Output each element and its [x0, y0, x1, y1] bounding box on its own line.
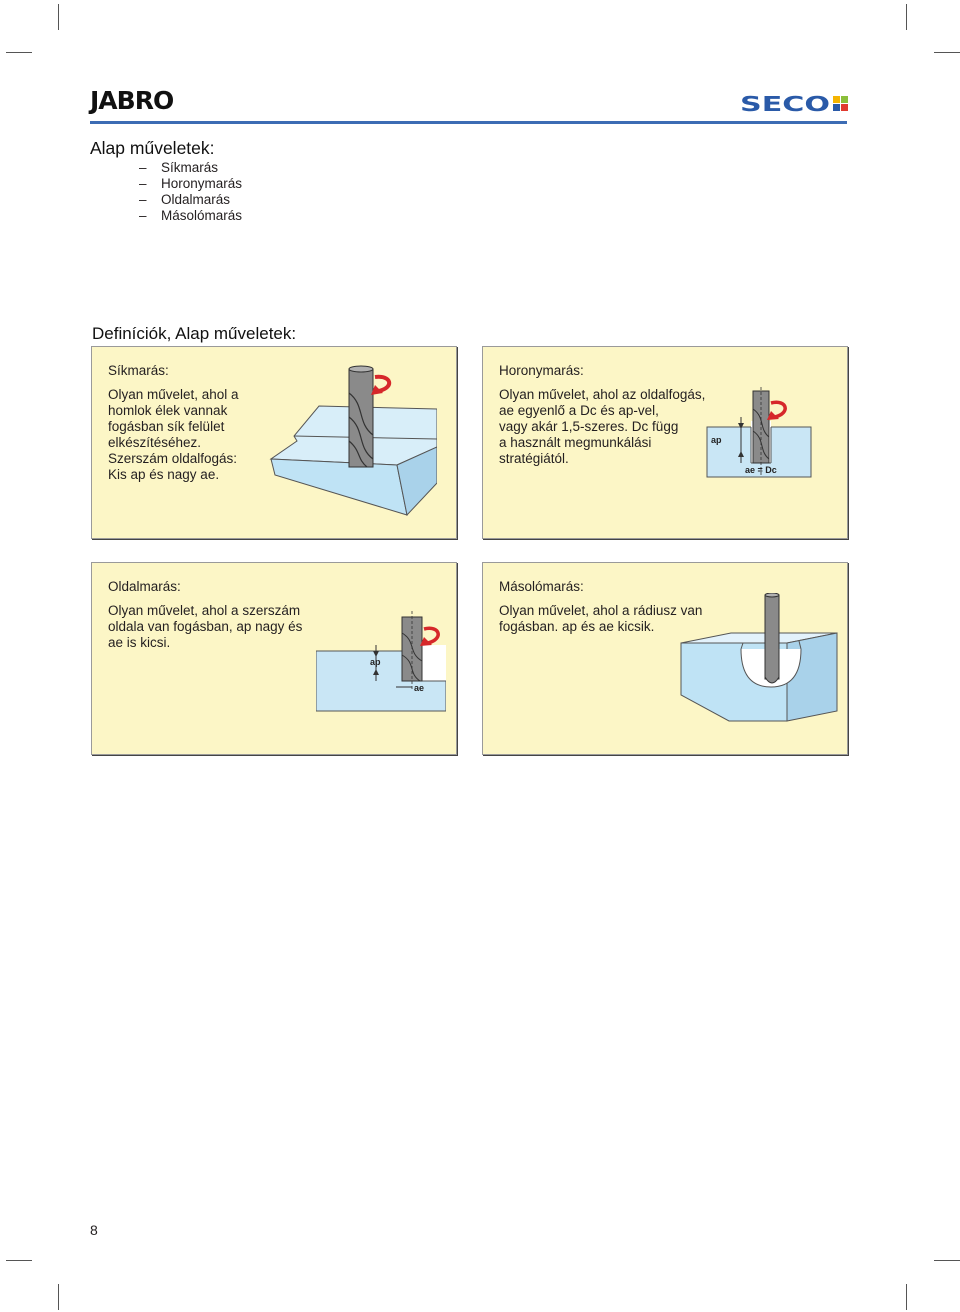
box-body: [108, 603, 302, 651]
body-line: stratégiától.: [499, 451, 569, 466]
body-line: Olyan művelet, ahol a rádiusz van: [499, 603, 703, 618]
definition-box-side-milling: [91, 562, 457, 755]
crop-mark: [6, 1260, 32, 1261]
body-line: fogásban sík felület: [108, 419, 225, 434]
body-line: Olyan művelet, ahol a szerszám: [108, 603, 301, 618]
ap-label: ap: [370, 657, 381, 667]
seco-logo-text: SECO: [740, 94, 830, 114]
definition-box-face-milling: [91, 346, 457, 539]
body-line: a használt megmunkálási: [499, 435, 652, 450]
ae-label: ae: [414, 683, 425, 693]
box-body: [499, 603, 702, 635]
box-title: Másolómarás:: [499, 579, 584, 594]
list-item: – Oldalmarás: [139, 192, 242, 208]
body-line: elkészítéséhez.: [108, 435, 202, 450]
crop-mark: [906, 4, 907, 30]
header-rule: [90, 121, 847, 124]
body-line: Olyan művelet, ahol a: [108, 387, 239, 402]
section-title-definitions: Definíciók, Alap műveletek:: [92, 324, 297, 343]
definition-box-slot-milling: [482, 346, 848, 539]
box-title: Horonymarás:: [499, 363, 584, 378]
list-item: – Másolómarás: [139, 208, 242, 224]
body-line: oldala van fogásban, ap nagy és: [108, 619, 303, 634]
body-line: vagy akár 1,5-szeres. Dc függ: [499, 419, 679, 434]
body-line: Szerszám oldalfogás:: [108, 451, 238, 466]
copy-milling-illustration: [679, 593, 839, 723]
body-line: ae is kicsi.: [108, 635, 171, 650]
section-title-basic-operations: Alap műveletek:: [90, 138, 215, 158]
definition-box-copy-milling: [482, 562, 848, 755]
box-title: Síkmarás:: [108, 363, 169, 378]
slot-milling-illustration: [705, 387, 815, 487]
box-body: [499, 387, 705, 467]
list-item: – Síkmarás: [139, 160, 242, 176]
list-item: – Horonymarás: [139, 176, 242, 192]
crop-mark: [906, 1284, 907, 1310]
body-line: homlok élek vannak: [108, 403, 228, 418]
face-milling-illustration: [267, 363, 437, 523]
operations-list: [139, 160, 242, 224]
body-line: fogásban. ap és ae kicsik.: [499, 619, 655, 634]
box-title: Oldalmarás:: [108, 579, 181, 594]
body-line: ae egyenlő a Dc és ap-vel,: [499, 403, 659, 418]
crop-mark: [934, 52, 960, 53]
box-body: [108, 387, 239, 483]
crop-mark: [58, 4, 59, 30]
body-line: Kis ap és nagy ae.: [108, 467, 220, 482]
crop-mark: [934, 1260, 960, 1261]
crop-mark: [6, 52, 32, 53]
crop-mark: [58, 1284, 59, 1310]
body-line: Olyan művelet, ahol az oldalfogás,: [499, 387, 706, 402]
ap-label: ap: [711, 435, 722, 445]
ae-dc-label: ae = Dc: [745, 465, 777, 475]
page-number: 8: [90, 1222, 98, 1238]
seco-logo: [740, 94, 850, 114]
side-milling-illustration: [316, 609, 446, 713]
brand-title: JABRO: [90, 86, 174, 115]
